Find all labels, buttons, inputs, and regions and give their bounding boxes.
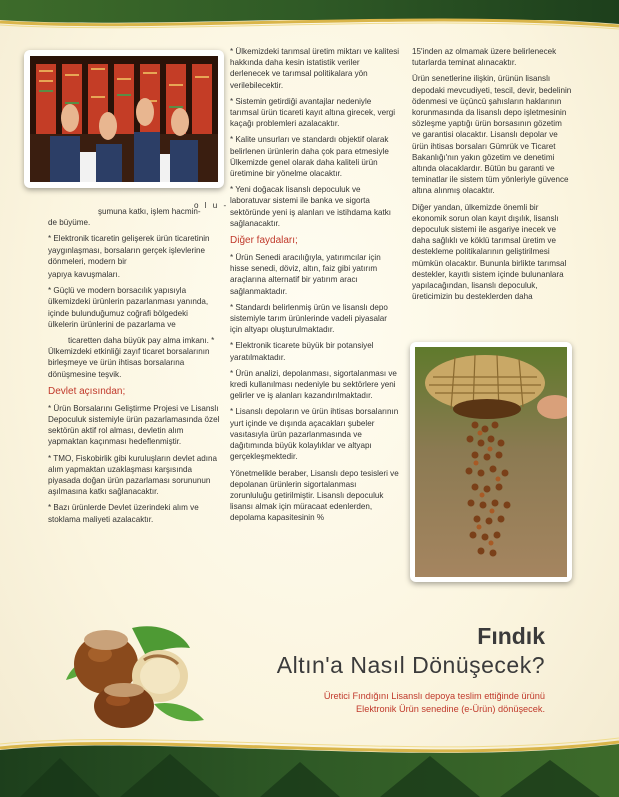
section-heading: Diğer faydaları; [230,235,298,247]
paragraph: Yönetmelikle beraber, Lisanslı depo tesisleri ve depolanan ürünlerin sigortalanması zorunluluğu getirilmiştir. Lisanslı depoculuk lisansı almak için müracaat edenlerden, depolama kapasitesinin % [230,468,399,523]
section-heading: Devlet açısından; [48,385,126,397]
paragraph: 15'inden az olmamak üzere belirlenecek tutarlarda teminat alınacaktır. [412,47,557,68]
paragraph: * Lisanslı depoların ve ürün ihtisas borsalarının yurt içinde ve dışında açacakları şubeler vasıtasıyla ürün pazarlanmasında ve dağıtımında büyük kolaylıklar ve altyapı gerçekleşmektedir. [230,407,399,462]
paragraph: ticaretten daha büyük pay alma imkanı. * Ülkemizdeki etkinliği zayıf ticaret borsalarının birleşmeye ve ürün ihtisas borsalarına dönüşmesine teşvik. [48,336,215,379]
bottom-decorative-band [0,728,619,797]
headline-subtitle: Altın'a Nasıl Dönüşecek? [276,652,545,678]
paragraph: de büyüme. [48,218,91,228]
paragraph: * Elektronik ticaretin gelişerek ürün ticaretinin yaygınlaşması, borsaların gerçek işlevlerine dönmeleri, modern bir [48,234,210,266]
hazelnut-basket-photo [410,342,572,582]
stock-board-photo [24,50,224,188]
paragraph: * Ürün Borsalarını Geliştirme Projesi ve Lisanslı Depoculuk sistemiyle ürün pazarlamasında özel sektörün aktif rol alması, devletin alım yapmaktan kaçınması hedeflenmiştir. [48,403,220,447]
headline-caption [230,690,545,715]
column-2 [230,46,400,529]
paragraph: * Yeni doğacak lisanslı depoculuk ve laboratuvar sistemi ile banka ve sigorta sektöründe yeni iş alanları ve istihdama katkı sağlanacaktır. [230,185,392,228]
caption-line: Elektronik Ürün senedine (e-Ürün) dönüşecek. [356,703,545,714]
top-decorative-band [0,0,619,34]
hazelnut-illustration [62,620,212,730]
paragraph: Diğer yandan, ülkemizde önemli bir ekonomik sorun olan kayıt dışılık, lisanslı depoculuk sistemi ile asgariye inecek ve daha sağlıklı ve köklü tarımsal üretim ve destekleme politikalarının geliştirilmesi mümkün olacaktır. Bununla birlikte tarımsal destekler, kayıtlı sistem içinde bulunanlara yapılacağından, lisanslı depoculuk, üreticimizin bu desteklerden daha [412,202,567,302]
paragraph: şumuna katkı, işlem hacmin- [98,207,201,216]
column-3 [412,46,572,307]
column-1 [48,200,220,530]
paragraph: * Kalite unsurları ve standardı objektif olarak belirlenen ürünlerin daha çok para etmesiyle Ülkemizde genel olarak daha kaliteli ürün üretimine bir yönelme olacaktır. [230,135,389,179]
paragraph: * Güçlü ve modern borsacılık yapısıyla ülkemizdeki ürünlerin pazarlanması yanında, içinde bulunduğumuz coğrafi bölgedeki ülkelerin ürünlerini de pazarlama ve [48,286,209,329]
paragraph: Ürün senetlerine ilişkin, ürünün lisanslı depodaki mevcudiyeti, tescil, devir, bedelinin ödenmesi ve üçüncü şahısların haklarının korunmasında da lisanslı depo işletmesinin sözleşme yaptığı ürün borsasının gözetim ve garantisi olacaktır. Lisanslı depolar ve ürün ihtisas borsaları Gümrük ve Ticaret Bakanlığı'nın yakın gözetim ve denetimi altında olacaklardır. Bütün bu garanti ve teminatlar ile sistem tüm yönleriyle güvence altına alınmış olacaktır. [412,74,572,196]
paragraph: * Elektronik ticarete büyük bir potansiyel yaratılmaktadır. [230,341,374,362]
paragraph: * Standardı belirlenmiş ürün ve lisanslı depo sistemiyle tarım ürünlerinde vadeli piyasalar için altyapı oluşturulmaktadır. [230,302,388,335]
paragraph: * Bazı ürünlerde Devlet üzerindeki alım ve stoklama maliyeti azalacaktır. [48,503,199,524]
hyphenated-word-fragment: o l u - [194,201,229,210]
paragraph: * Ürün analizi, depolanması, sigortalanması ve kredi kullanılması nedeniyle bu sektörlere yeni gelirler ve iş alanları kazandırılmaktadır. [230,368,397,401]
headline-title: Fındık [477,623,545,649]
paragraph: * Sistemin getirdiği avantajlar nedeniyle tarımsal ürün ticareti kayıt altına girecek, vergi kaçağı problemleri azalacaktır. [230,96,396,129]
paragraph: * TMO, Fiskobirlik gibi kuruluşların devlet adına alım yapmaktan uzaklaşması karşısında piyasada doğan ürün pazarlaması sorununun aşılmasına katkı sağlanacaktır. [48,453,217,497]
paragraph: * Ülkemizdeki tarımsal üretim miktarı ve kalitesi hakkında daha kesin istatistik veriler derlenecek ve tarımsal politikalara yön verilebilecektir. [230,47,400,90]
caption-line: Üretici Fındığını Lisanslı depoya teslim ettiğinde ürünü [323,691,545,701]
paragraph: * Ürün Senedi aracılığıyla, yatırımcılar için hisse senedi, döviz, altın, faiz gibi yatırım araçlarına alternatif bir yatırım aracı sağlanmaktadır. [230,253,381,296]
paragraph: yapıya kavuşmaları. [48,270,120,280]
